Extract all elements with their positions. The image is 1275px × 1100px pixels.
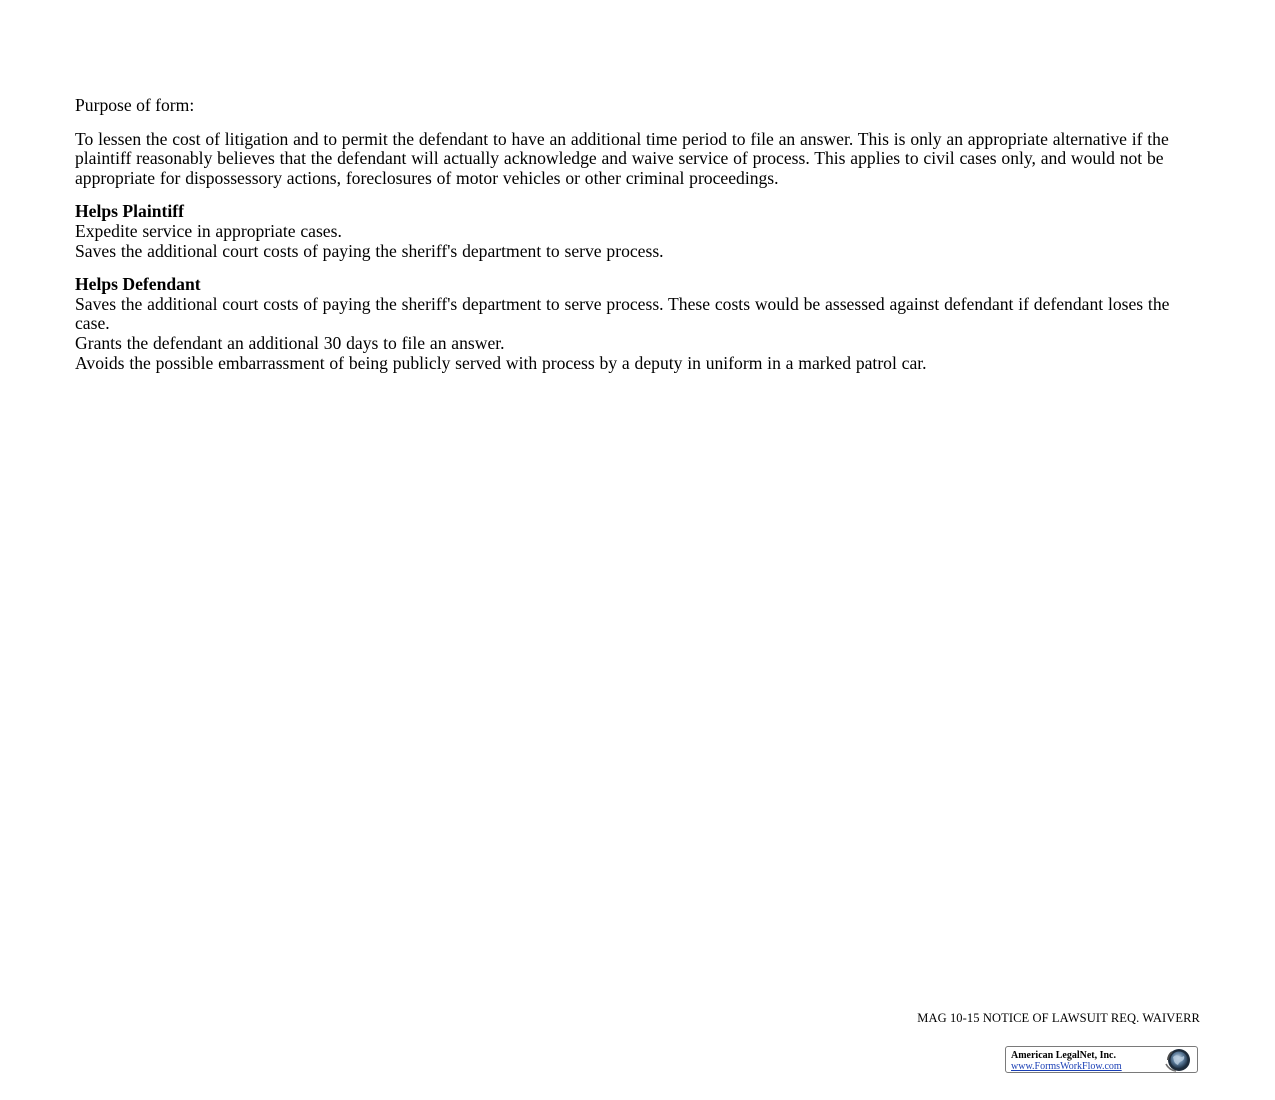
vendor-badge[interactable] <box>1005 1046 1198 1073</box>
form-code-footer: MAG 10-15 NOTICE OF LAWSUIT REQ. WAIVERR <box>917 1011 1200 1025</box>
document-body <box>75 96 1200 387</box>
helps-plaintiff-section <box>75 202 1200 261</box>
helps-defendant-heading: Helps Defendant <box>75 274 201 295</box>
globe-icon <box>1160 1048 1194 1072</box>
helps-defendant-line: Saves the additional court costs of paying the sheriff's department to serve process. These costs would be assessed against defendant if defendant loses the case. <box>75 293 1170 334</box>
helps-plaintiff-line: Expedite service in appropriate cases. <box>75 220 342 241</box>
helps-plaintiff-line: Saves the additional court costs of paying the sheriff's department to serve process. <box>75 240 664 261</box>
helps-defendant-line: Grants the defendant an additional 30 days to file an answer. <box>75 332 505 353</box>
helps-defendant-line: Avoids the possible embarrassment of being publicly served with process by a deputy in uniform in a marked patrol car. <box>75 352 927 373</box>
helps-defendant-section <box>75 275 1200 373</box>
purpose-heading: Purpose of form: <box>75 95 195 115</box>
purpose-paragraph: To lessen the cost of litigation and to permit the defendant to have an additional time period to file an answer. This is only an appropriate alternative if the plaintiff reasonably believes that the defendant will actually acknowledge and waive service of process. This applies to civil cases only, and would not be appropriate for dispossessory actions, foreclosures of motor vehicles or other criminal proceedings. <box>75 128 1169 188</box>
vendor-url-link[interactable]: www.FormsWorkFlow.com <box>1011 1061 1122 1072</box>
helps-plaintiff-heading: Helps Plaintiff <box>75 201 184 222</box>
vendor-name: American LegalNet, Inc. <box>1011 1050 1116 1061</box>
